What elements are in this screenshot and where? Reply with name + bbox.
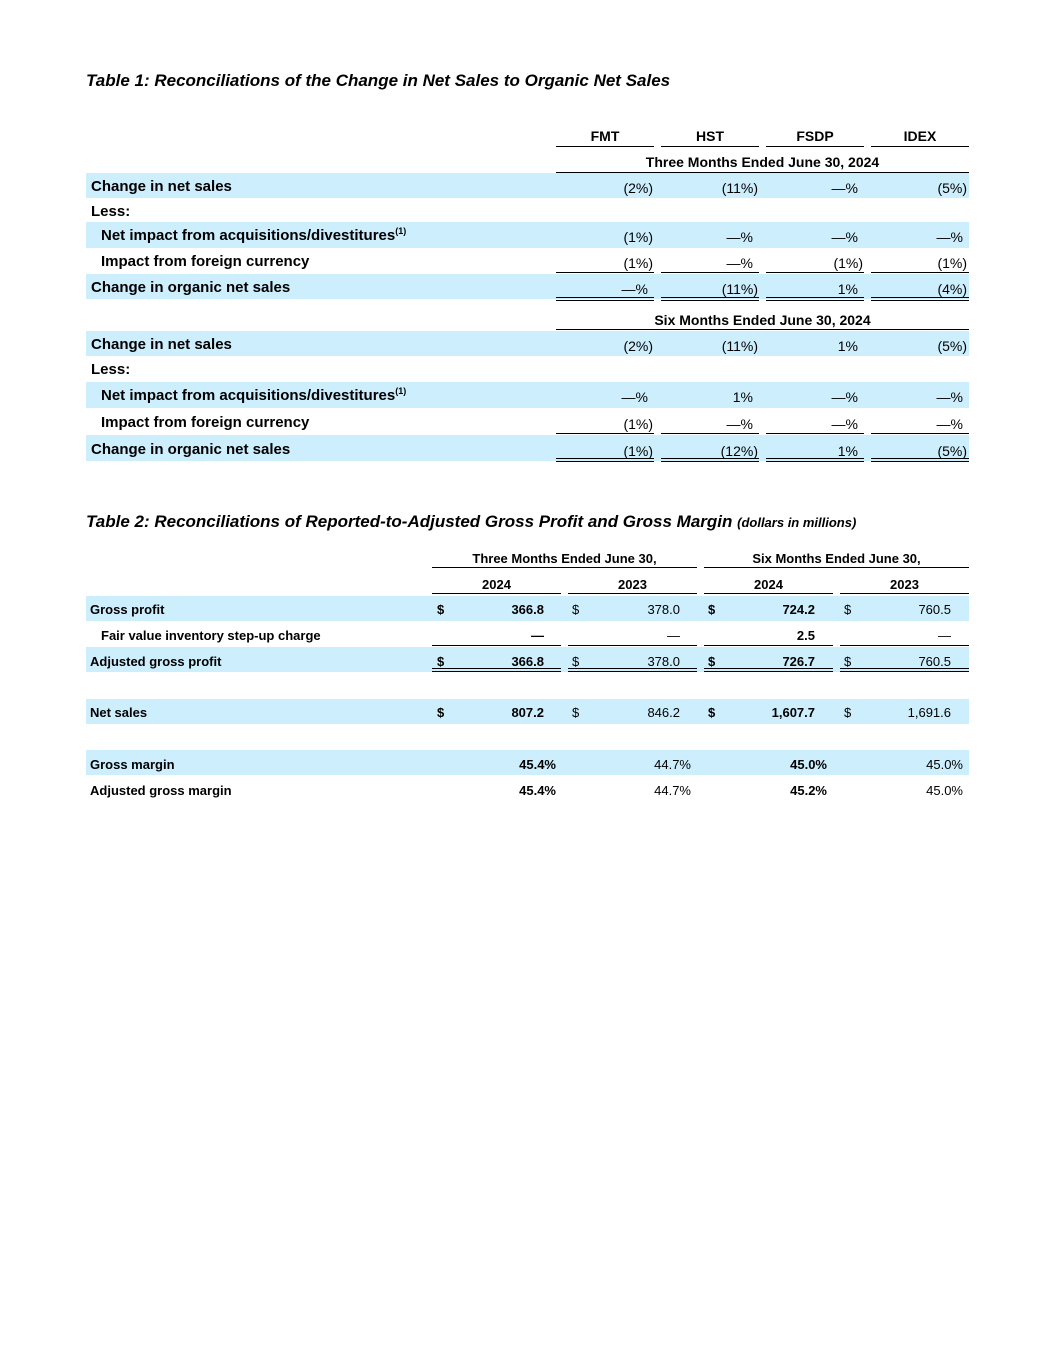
row-label: Adjusted gross profit (90, 654, 222, 669)
cell-value: 45.0% (926, 757, 963, 772)
footnote-marker: (1) (395, 226, 407, 236)
six-months-header: Six Months Ended June 30, 2024 (654, 312, 871, 328)
cell-fmt: (2%) (623, 180, 653, 196)
currency-symbol: $ (708, 705, 716, 720)
cell-fsdp: 1% (837, 281, 858, 297)
cell-value: 846.2 (647, 705, 680, 720)
year-header-rule (432, 593, 561, 594)
cell-hst: (11%) (721, 281, 758, 297)
cell-fsdp: —% (831, 180, 858, 196)
cell-hst: —% (726, 416, 753, 432)
cell-fmt: —% (621, 281, 648, 297)
cell-fmt: (1%) (623, 443, 653, 459)
row-label: Gross profit (90, 602, 165, 617)
cell-fmt: (1%) (623, 416, 653, 432)
table2-title-text: Table 2: Reconciliations of Reported-to-Adjusted Gross Profit and Gross Margin (86, 512, 733, 531)
row-label: Less: (91, 203, 131, 220)
cell-value: 807.2 (511, 705, 544, 720)
row-label: Fair value inventory step-up charge (101, 628, 321, 643)
cell-fmt: (2%) (623, 338, 653, 354)
total-double-rule (432, 668, 561, 672)
cell-value: 45.4% (519, 783, 556, 798)
row-label-text: Net impact from acquisitions/divestitures (101, 227, 396, 244)
year-header-rule (704, 593, 833, 594)
subtotal-rule (432, 645, 561, 646)
cell-idex: (1%) (937, 255, 967, 271)
cell-value: 726.7 (782, 654, 815, 669)
total-double-rule (766, 458, 864, 462)
cell-hst: 1% (732, 389, 753, 405)
subtotal-rule (556, 272, 654, 273)
cell-value: 45.0% (790, 757, 827, 772)
cell-value: 760.5 (918, 654, 951, 669)
cell-value: 724.2 (782, 602, 815, 617)
subtotal-rule (704, 645, 833, 646)
row-label: Net sales (90, 705, 148, 720)
subtotal-rule (556, 433, 654, 434)
currency-symbol: $ (844, 705, 852, 720)
cell-value: 45.0% (926, 783, 963, 798)
footnote-marker: (1) (395, 386, 407, 396)
column-header-fsdp: FSDP (796, 128, 834, 144)
cell-value: — (531, 628, 544, 643)
total-double-rule (871, 458, 969, 462)
cell-value: 45.4% (519, 757, 556, 772)
row-label: Gross margin (90, 757, 175, 772)
year-header: 2024 (754, 577, 783, 592)
cell-value: 378.0 (647, 602, 680, 617)
cell-hst: (12%) (720, 443, 758, 459)
subtotal-rule (568, 645, 697, 646)
currency-symbol: $ (437, 705, 445, 720)
cell-idex: —% (936, 229, 963, 245)
column-header-rule (661, 146, 759, 147)
cell-hst: (11%) (721, 338, 758, 354)
column-header-idex: IDEX (903, 128, 937, 144)
cell-fmt: (1%) (623, 229, 653, 245)
row-label: Less: (91, 361, 131, 378)
year-header: 2024 (482, 577, 511, 592)
subtotal-rule (766, 272, 864, 273)
total-double-rule (840, 668, 969, 672)
currency-symbol: $ (437, 602, 445, 617)
column-header-rule (766, 146, 864, 147)
year-header: 2023 (890, 577, 919, 592)
cell-idex: —% (936, 389, 963, 405)
total-double-rule (704, 668, 833, 672)
subtotal-rule (871, 272, 969, 273)
currency-symbol: $ (708, 602, 716, 617)
cell-idex: (5%) (937, 180, 967, 196)
row-label: Impact from foreign currency (101, 414, 310, 431)
total-double-rule (871, 297, 969, 301)
subtotal-rule (661, 433, 759, 434)
group-header-three-months: Three Months Ended June 30, (472, 551, 657, 566)
row-label: Change in net sales (91, 178, 232, 195)
cell-fsdp: —% (831, 416, 858, 432)
row-label: Adjusted gross margin (90, 783, 232, 798)
cell-value: 1,691.6 (907, 705, 951, 720)
cell-fsdp: (1%) (833, 255, 863, 271)
row-label (101, 227, 406, 245)
total-double-rule (766, 297, 864, 301)
cell-value: 1,607.7 (771, 705, 815, 720)
year-header-rule (840, 593, 969, 594)
total-double-rule (556, 297, 654, 301)
cell-idex: (4%) (937, 281, 967, 297)
currency-symbol: $ (708, 654, 716, 669)
cell-hst: —% (726, 255, 753, 271)
row-label (101, 387, 406, 405)
cell-hst: —% (726, 229, 753, 245)
cell-value: 366.8 (511, 654, 544, 669)
row-label: Impact from foreign currency (101, 253, 310, 270)
group-header-rule (432, 567, 697, 568)
cell-idex: (5%) (937, 338, 967, 354)
row-label: Change in organic net sales (91, 279, 291, 296)
cell-value: 2.5 (796, 628, 815, 643)
column-header-rule (556, 146, 654, 147)
cell-hst: (11%) (721, 180, 758, 196)
group-header-rule (704, 567, 969, 568)
cell-value: 45.2% (790, 783, 827, 798)
column-header-hst: HST (696, 128, 724, 144)
column-header-fmt: FMT (590, 128, 620, 144)
total-double-rule (661, 458, 759, 462)
cell-idex: (5%) (937, 443, 967, 459)
table2-title (86, 512, 856, 532)
subtotal-rule (871, 433, 969, 434)
row-label: Change in organic net sales (91, 441, 291, 458)
currency-symbol: $ (437, 654, 445, 669)
group-header-six-months: Six Months Ended June 30, (752, 551, 921, 566)
three-months-header: Three Months Ended June 30, 2024 (645, 154, 880, 170)
cell-fsdp: 1% (837, 338, 858, 354)
section-header-rule (556, 329, 969, 330)
row-label-text: Net impact from acquisitions/divestitures (101, 387, 396, 404)
cell-fmt: —% (621, 389, 648, 405)
cell-value: 44.7% (654, 757, 691, 772)
currency-symbol: $ (844, 602, 852, 617)
subtotal-rule (661, 272, 759, 273)
year-header-rule (568, 593, 697, 594)
cell-idex: —% (936, 416, 963, 432)
cell-value: 366.8 (511, 602, 544, 617)
cell-value: 44.7% (654, 783, 691, 798)
currency-symbol: $ (844, 654, 852, 669)
table1-title: Table 1: Reconciliations of the Change in Net Sales to Organic Net Sales (86, 71, 671, 90)
total-double-rule (661, 297, 759, 301)
column-header-rule (871, 146, 969, 147)
cell-value: — (938, 628, 951, 643)
currency-symbol: $ (572, 705, 580, 720)
cell-fsdp: —% (831, 229, 858, 245)
subtotal-rule (766, 433, 864, 434)
cell-fsdp: —% (831, 389, 858, 405)
year-header: 2023 (618, 577, 647, 592)
cell-value: — (667, 628, 680, 643)
row-label: Change in net sales (91, 336, 232, 353)
currency-symbol: $ (572, 654, 580, 669)
total-double-rule (556, 458, 654, 462)
table2-subtitle: (dollars in millions) (737, 515, 857, 530)
subtotal-rule (840, 645, 969, 646)
currency-symbol: $ (572, 602, 580, 617)
cell-value: 760.5 (918, 602, 951, 617)
cell-value: 378.0 (647, 654, 680, 669)
cell-fsdp: 1% (837, 443, 858, 459)
cell-fmt: (1%) (623, 255, 653, 271)
total-double-rule (568, 668, 697, 672)
